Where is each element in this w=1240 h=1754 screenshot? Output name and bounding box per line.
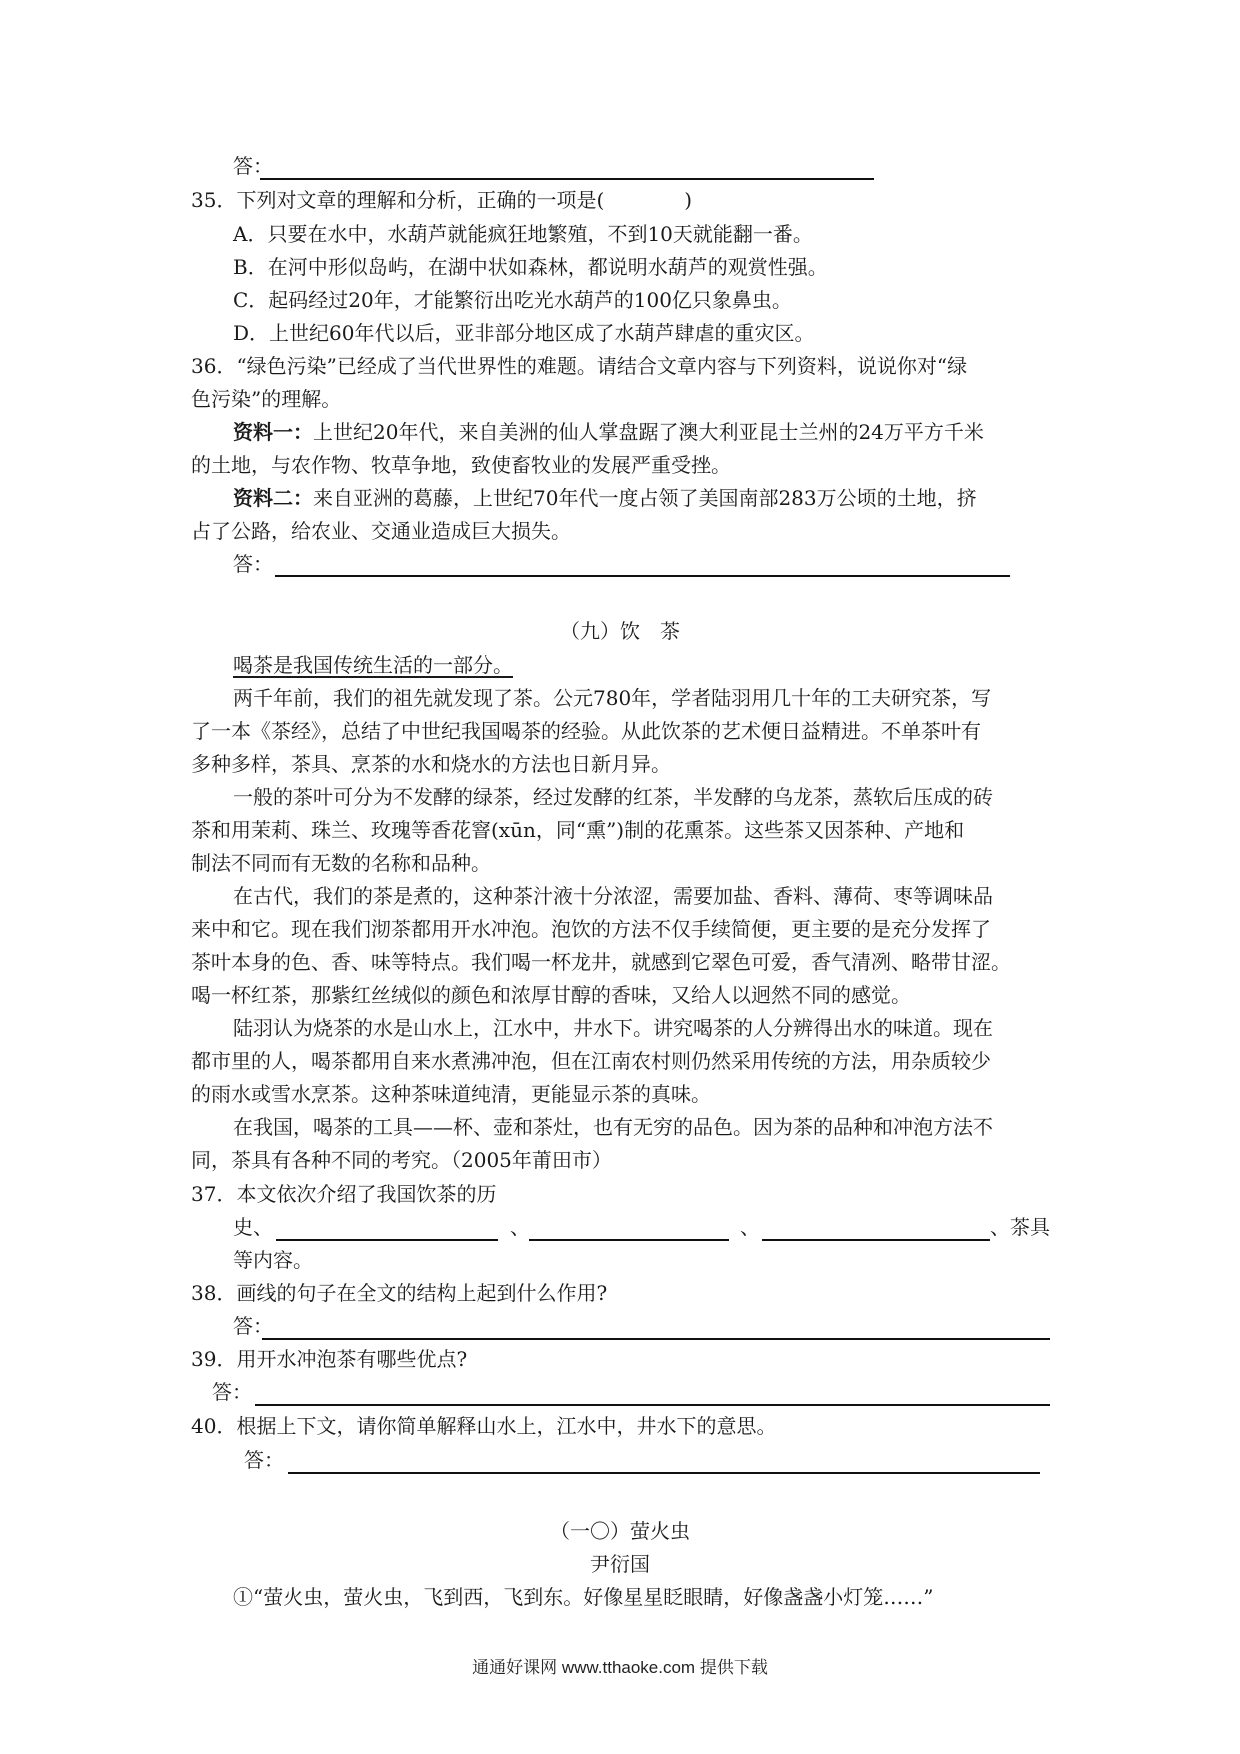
paragraph-line: 一般的茶叶可分为不发酵的绿茶，经过发酵的红茶，半发酵的乌龙茶，蒸软后压成的砖 [233,785,993,809]
paragraph-line: ①“萤火虫，萤火虫，飞到西，飞到东。好像星星眨眼睛，好像盏盏小灯笼……” [233,1585,934,1609]
option-a: A．只要在水中，水葫芦就能疯狂地繁殖，不到10天就能翻一番。 [233,222,813,246]
separator: 、 [740,1215,760,1239]
author: 尹衍国 [590,1552,650,1576]
answer-label: 答： [233,154,273,178]
separator: 、 [510,1215,530,1239]
q37-prefix: 史、 [233,1215,273,1239]
answer-blank-3[interactable] [762,1239,990,1241]
answer-blank[interactable] [288,1472,1040,1474]
paragraph-line: 喝一杯红茶，那紫红丝绒似的颜色和浓厚甘醇的香味，又给人以迥然不同的感觉。 [191,983,911,1007]
option-b: B．在河中形似岛屿，在湖中状如森林，都说明水葫芦的观赏性强。 [233,255,828,279]
option-c: C．起码经过20年，才能繁衍出吃光水葫芦的100亿只象鼻虫。 [233,288,792,312]
question-36-line1: 36．“绿色污染”已经成了当代世界性的难题。请结合文章内容与下列资料，说说你对“绿 [191,354,968,378]
question-35: 35．下列对文章的理解和分析，正确的一项是( ) [191,188,693,212]
paragraph-line: 的雨水或雪水烹茶。这种茶味道纯清，更能显示茶的真味。 [191,1082,711,1106]
material-1-text: 上世纪20年代，来自美洲的仙人掌盘踞了澳大利亚昆士兰州的24万平方千米 [313,420,984,444]
paragraph-line: 同，茶具有各种不同的考究。（2005年莆田市） [191,1148,612,1172]
paragraph-line: 在我国，喝茶的工具——杯、壶和茶灶，也有无穷的品色。因为茶的品种和冲泡方法不 [233,1115,993,1139]
paragraph-line: 制法不同而有无数的名称和品种。 [191,851,491,875]
material-2-label: 资料二： [233,486,313,510]
page-footer: 通通好课网 www.tthaoke.com 提供下载 [472,1658,768,1677]
answer-blank-1[interactable] [276,1239,498,1241]
section-title: （一〇）萤火虫 [550,1519,690,1543]
material-2-text: 来自亚洲的葛藤，上世纪70年代一度占领了美国南部283万公顷的土地，挤 [313,486,977,510]
material-2-line1 [233,484,977,512]
question-36-line2: 色污染”的理解。 [191,387,342,411]
question-40: 40．根据上下文，请你简单解释山水上，江水中，井水下的意思。 [191,1414,777,1438]
paragraph-line: 都市里的人，喝茶都用自来水煮沸冲泡，但在江南农村则仍然采用传统的方法，用杂质较少 [191,1049,991,1073]
paragraph-line: 陆羽认为烧茶的水是山水上，江水中，井水下。讲究喝茶的人分辨得出水的味道。现在 [233,1016,993,1040]
q37-line3: 等内容。 [233,1248,313,1272]
underlined-sentence: 喝茶是我国传统生活的一部分。 [233,653,513,677]
answer-blank-2[interactable] [529,1239,729,1241]
section-title: （九）饮 茶 [560,619,680,643]
material-1-line2: 的土地，与农作物、牧草争地，致使畜牧业的发展严重受挫。 [191,453,731,477]
answer-label: 答： [233,552,273,576]
material-1-label: 资料一： [233,420,313,444]
answer-blank[interactable] [255,1404,1050,1406]
option-d: D．上世纪60年代以后，亚非部分地区成了水葫芦肆虐的重灾区。 [233,321,815,345]
paragraph-line: 了一本《茶经》，总结了中世纪我国喝茶的经验。从此饮茶的艺术便日益精进。不单茶叶有 [191,719,981,743]
q37-suffix: 、茶具 [990,1215,1050,1239]
answer-label: 答： [244,1448,284,1472]
material-2-line2: 占了公路，给农业、交通业造成巨大损失。 [191,519,571,543]
question-38: 38．画线的句子在全文的结构上起到什么作用? [191,1281,608,1305]
answer-blank[interactable] [262,1338,1050,1340]
paragraph-line: 多种多样，茶具、烹茶的水和烧水的方法也日新月异。 [191,752,671,776]
paragraph-line: 茶和用茉莉、珠兰、玫瑰等香花窨(xūn，同“熏”)制的花熏茶。这些茶又因茶种、产地和 [191,818,965,842]
paragraph-line: 茶叶本身的色、香、味等特点。我们喝一杯龙井，就感到它翠色可爱，香气清冽、略带甘涩。 [191,950,1011,974]
answer-label: 答： [233,1314,273,1338]
question-37: 37．本文依次介绍了我国饮茶的历 [191,1182,497,1206]
paragraph-line: 两千年前，我们的祖先就发现了茶。公元780年，学者陆羽用几十年的工夫研究茶，写 [233,686,992,710]
paragraph-line: 在古代，我们的茶是煮的，这种茶汁液十分浓涩，需要加盐、香料、薄荷、枣等调味品 [233,884,993,908]
material-1-line1 [233,418,984,446]
answer-blank[interactable] [275,575,1010,577]
paragraph-line: 来中和它。现在我们沏茶都用开水冲泡。泡饮的方法不仅手续简便，更主要的是充分发挥了 [191,917,991,941]
answer-label: 答： [212,1380,252,1404]
question-39: 39．用开水冲泡茶有哪些优点? [191,1347,468,1371]
answer-blank[interactable] [260,178,874,180]
